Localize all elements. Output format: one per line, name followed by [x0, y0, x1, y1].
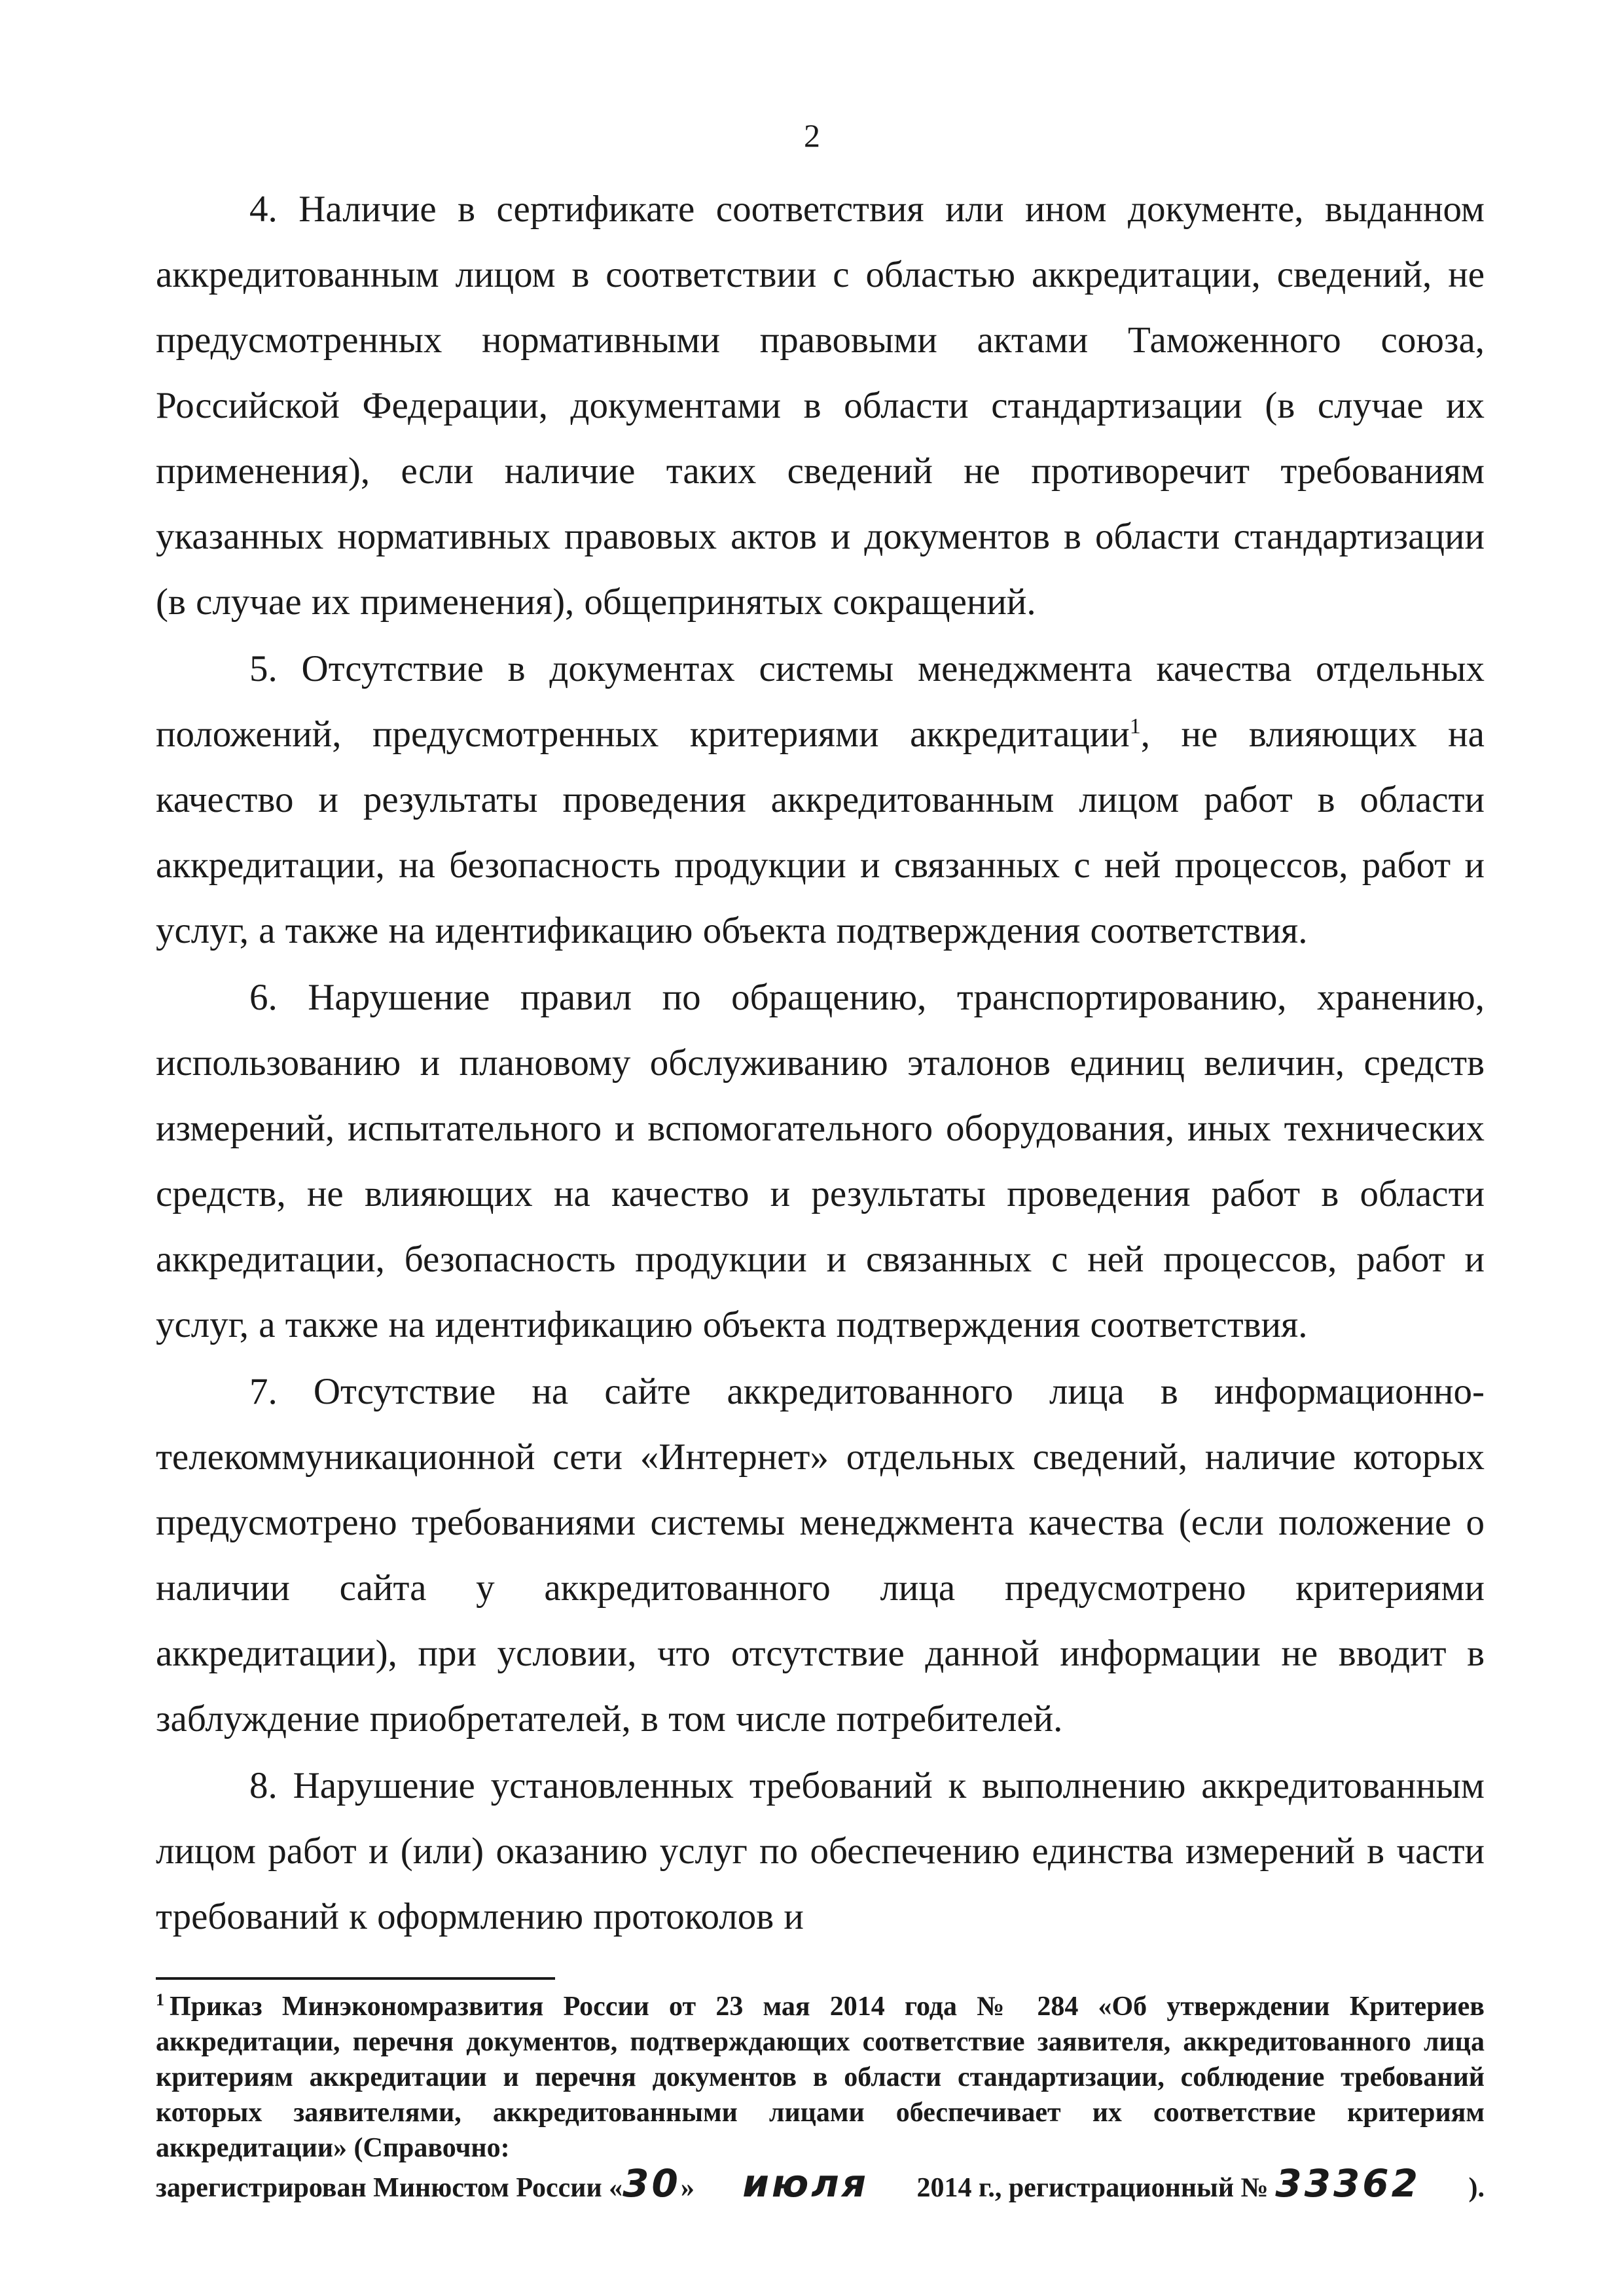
paragraph-5-text-start: 5. Отсутствие в документах системы менеджмента качества отдельных положений, предусмотренных критериями аккредитации: [156, 648, 1485, 755]
page-number: 2: [804, 117, 820, 154]
quote-close: »: [680, 2173, 695, 2203]
document-body: [156, 177, 1485, 1951]
handwritten-registration-number: 33362: [1275, 2161, 1421, 2206]
footnote-text: Приказ Минэкономразвития России от 23 мая 2014 года № 284 «Об утверждении Критериев аккредитации, перечня документов, подтверждающих соответствие заявителя, аккредитованного лица критериям аккредитации и перечня документов в области стандартизации, соблюдение требований которых заявителями, аккредитованными лицами обеспечивает их соответствие критериям аккредитации» (Справочно:: [156, 1992, 1485, 2163]
footnote-reference: 1: [1129, 714, 1141, 738]
paragraph-6: 6. Нарушение правил по обращению, транспортированию, хранению, использованию и плановому обслуживанию эталонов единиц величин, средств измерений, испытательного и вспомогательного оборудования, иных технических средств, не влияющих на качество и результаты проведения работ в области аккредитации, безопасность продукции и связанных с ней процессов, работ и услуг, а также на идентификацию объекта подтверждения соответствия.: [156, 977, 1485, 1345]
footnote-marker: 1: [156, 1990, 164, 2009]
footnote-registration-line: [156, 2161, 1485, 2206]
paragraph-5-text-end: , не влияющих на качество и результаты проведения аккредитованным лицом работ в области аккредитации, на безопасность продукции и связанных с ней процессов, работ и услуг, а также на идентификацию объекта подтверждения соответствия.: [156, 714, 1485, 951]
closing-paren: ).: [1468, 2173, 1485, 2203]
handwritten-month: июля: [742, 2161, 869, 2206]
footnote: [156, 1989, 1485, 2206]
paragraph-7: 7. Отсутствие на сайте аккредитованного лица в информационно-телекоммуникационной сети «Интернет» отдельных сведений, наличие которых предусмотрено требованиями системы менеджмента качества (если положение о наличии сайта у аккредитованного лица предусмотрено критериями аккредитации), при условии, что отсутствие данной информации не вводит в заблуждение приобретателей, в том числе потребителей.: [156, 1371, 1485, 1740]
paragraph-5: [156, 636, 1485, 964]
handwritten-day: 30: [623, 2161, 681, 2206]
registered-label: зарегистрирован Минюстом России «: [156, 2173, 623, 2203]
paragraph-4: 4. Наличие в сертификате соответствия или ином документе, выданном аккредитованным лицом в соответствии с областью аккредитации, сведений, не предусмотренных нормативными правовыми актами Таможенного союза, Российской Федерации, документами в области стандартизации (в случае их применения), если наличие таких сведений не противоречит требованиям указанных нормативных правовых актов и документов в области стандартизации (в случае их применения), общепринятых сокращений.: [156, 189, 1485, 623]
paragraph-8: 8. Нарушение установленных требований к выполнению аккредитованным лицом работ и (или) оказанию услуг по обеспечению единства измерений в части требований к оформлению протоколов и: [156, 1765, 1485, 1937]
year-and-number-label: 2014 г., регистрационный №: [916, 2173, 1269, 2203]
footnote-separator: [156, 1977, 555, 1980]
registration-number: [916, 2161, 1421, 2206]
registration-date: [156, 2161, 695, 2206]
footnote-body: [156, 1989, 1485, 2166]
